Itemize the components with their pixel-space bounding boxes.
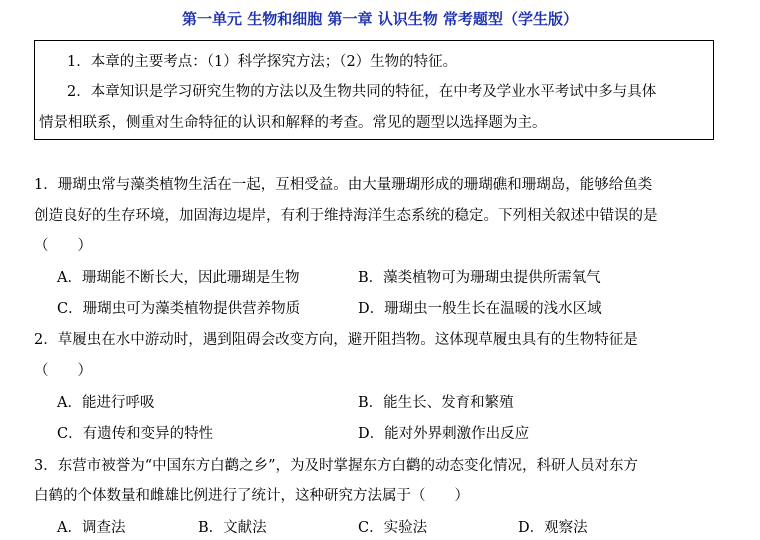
question-1-option-b: B．藻类植物可为珊瑚虫提供所需氧气 — [358, 270, 601, 286]
question-2-line-2: （ ） — [34, 363, 92, 379]
summary-line-1: 1．本章的主要考点：（1）科学探究方法；（2）生物的特征。 — [67, 54, 458, 70]
question-2-option-d: D．能对外界刺激作出反应 — [358, 426, 530, 442]
question-1-option-c: C．珊瑚虫可为藻类植物提供营养物质 — [57, 301, 301, 317]
question-2-line-1: 2．草履虫在水中游动时，遇到阻碍会改变方向，避开阻挡物。这体现草履虫具有的生物特征是 — [34, 332, 638, 348]
question-3-line-2: 白鹤的个体数量和雌雄比例进行了统计，这种研究方法属于（ ） — [34, 488, 469, 504]
chapter-summary-box — [34, 40, 714, 140]
summary-line-2: 2．本章知识是学习研究生物的方法以及生物共同的特征，在中考及学业水平考试中多与具体 — [67, 84, 657, 100]
question-1-line-2: 创造良好的生存环境，加固海边堤岸，有利于维持海洋生态系统的稳定。下列相关叙述中错误的是 — [34, 208, 658, 224]
question-3-option-c: C．实验法 — [358, 520, 428, 536]
question-1-option-a: A．珊瑚能不断长大，因此珊瑚是生物 — [57, 270, 300, 286]
question-3-option-a: A．调查法 — [57, 520, 126, 536]
question-2-option-b: B．能生长、发育和繁殖 — [358, 395, 514, 411]
question-1-option-d: D．珊瑚虫一般生长在温暖的浅水区域 — [358, 301, 602, 317]
question-2-option-c: C．有遗传和变异的特性 — [57, 426, 214, 442]
summary-line-3: 情景相联系，侧重对生命特征的认识和解释的考查。常见的题型以选择题为主。 — [39, 115, 547, 131]
question-1-line-3: （ ） — [34, 238, 92, 254]
question-2-option-a: A．能进行呼吸 — [57, 395, 155, 411]
question-1-line-1: 1．珊瑚虫常与藻类植物生活在一起，互相受益。由大量珊瑚形成的珊瑚礁和珊瑚岛，能够给鱼类 — [34, 177, 653, 193]
question-3-line-1: 3．东营市被誉为“中国东方白鹳之乡”，为及时掌握东方白鹳的动态变化情况，科研人员对东方 — [34, 458, 639, 474]
page-title: 第一单元 生物和细胞 第一章 认识生物 常考题型（学生版） — [182, 10, 578, 28]
question-3-option-b: B．文献法 — [198, 520, 267, 536]
question-3-option-d: D．观察法 — [518, 520, 588, 536]
